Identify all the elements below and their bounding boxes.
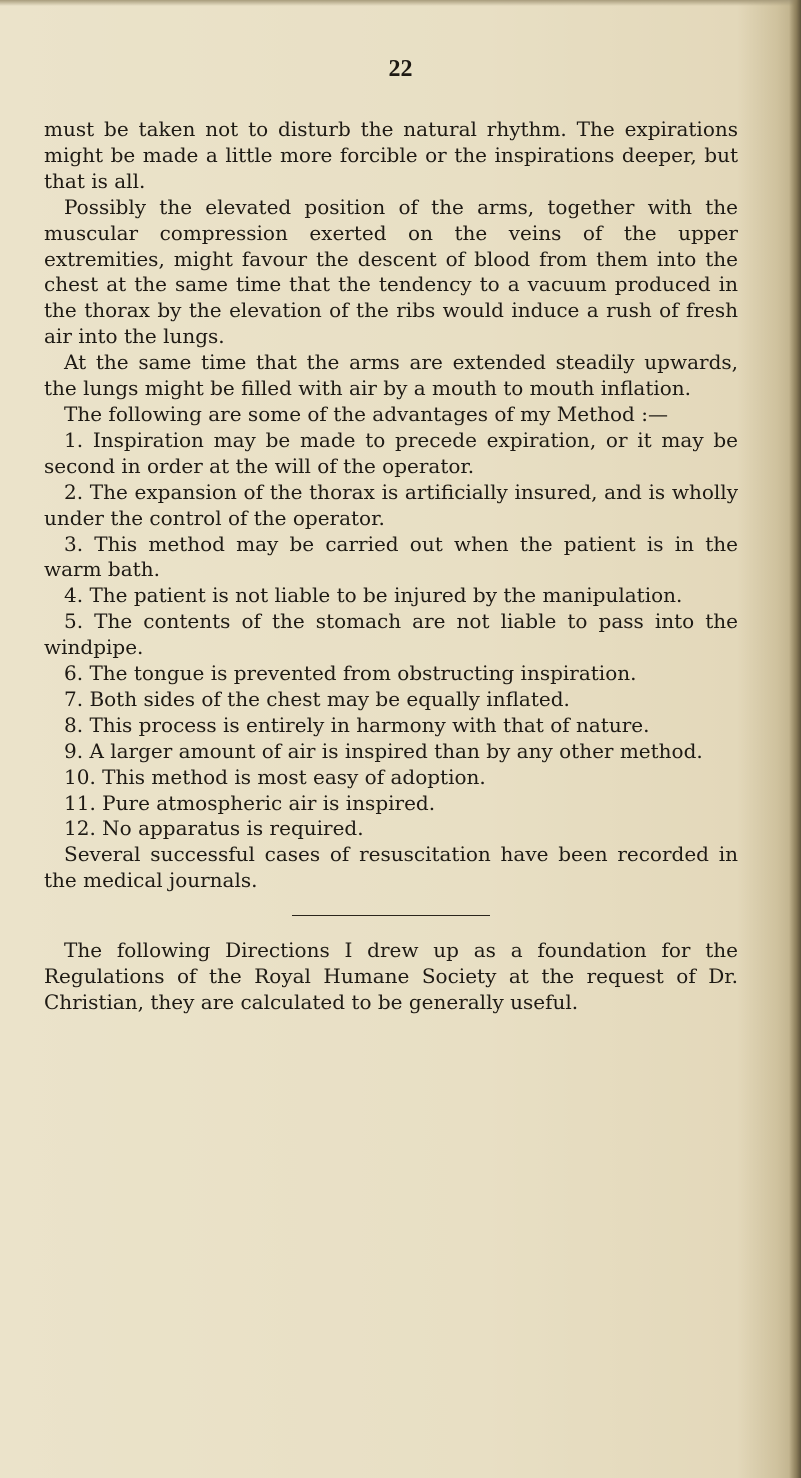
paragraph-successful-cases: Several successful cases of resuscitation have been recorded in the medical journals.: [44, 842, 738, 893]
page-binding-shadow: [789, 0, 801, 1478]
advantage-item: 2. The expansion of the thorax is artificially insured, and is wholly under the control of the operator.: [44, 479, 738, 530]
paragraph-rhythm: must be taken not to disturb the natural rhythm. The expirations might be made a little more forcible or the inspirations deeper, but that is all.: [44, 117, 738, 193]
advantage-item: 6. The tongue is prevented from obstructing inspiration.: [64, 661, 637, 686]
paragraph-directions: The following Directions I drew up as a foundation for the Regulations of the Royal Humane Society at the request of Dr. Christian, they are calculated to be generally useful.: [44, 938, 738, 1014]
paragraph-mouth-inflation: At the same time that the arms are extended steadily upwards, the lungs might be filled with air by a mouth to mouth inflation.: [44, 350, 738, 401]
advantage-item: 10. This method is most easy of adoption.: [64, 764, 486, 789]
page-top-shadow: [0, 0, 801, 6]
advantage-item: 5. The contents of the stomach are not liable to pass into the windpipe.: [44, 609, 738, 660]
advantage-item: 9. A larger amount of air is inspired than by any other method.: [64, 738, 703, 763]
advantage-item: 8. This process is entirely in harmony with that of nature.: [64, 712, 650, 737]
body-text: [44, 117, 738, 1016]
advantage-item: 12. No apparatus is required.: [64, 816, 364, 841]
advantage-item: 3. This method may be carried out when the patient is in the warm bath.: [44, 531, 738, 582]
advantage-item: 7. Both sides of the chest may be equally inflated.: [64, 686, 570, 711]
paragraph-arms-elevation: Possibly the elevated position of the arms, together with the muscular compression exerted on the veins of the upper extremities, might favour the descent of blood from them into the chest at the same time that the tendency to a vacuum produced in the thorax by the elevation of the ribs would induce a rush of fresh air into the lungs.: [44, 194, 738, 349]
advantage-item: 4. The patient is not liable to be injured by the manipulation.: [64, 583, 683, 608]
page-number: 22: [388, 56, 413, 82]
advantage-item: 11. Pure atmospheric air is inspired.: [64, 790, 436, 815]
advantage-item: 1. Inspiration may be made to precede expiration, or it may be second in order at the will of the operator.: [44, 427, 738, 478]
section-divider: [292, 915, 490, 916]
paragraph-advantages-intro: The following are some of the advantages of my Method :—: [64, 401, 668, 426]
